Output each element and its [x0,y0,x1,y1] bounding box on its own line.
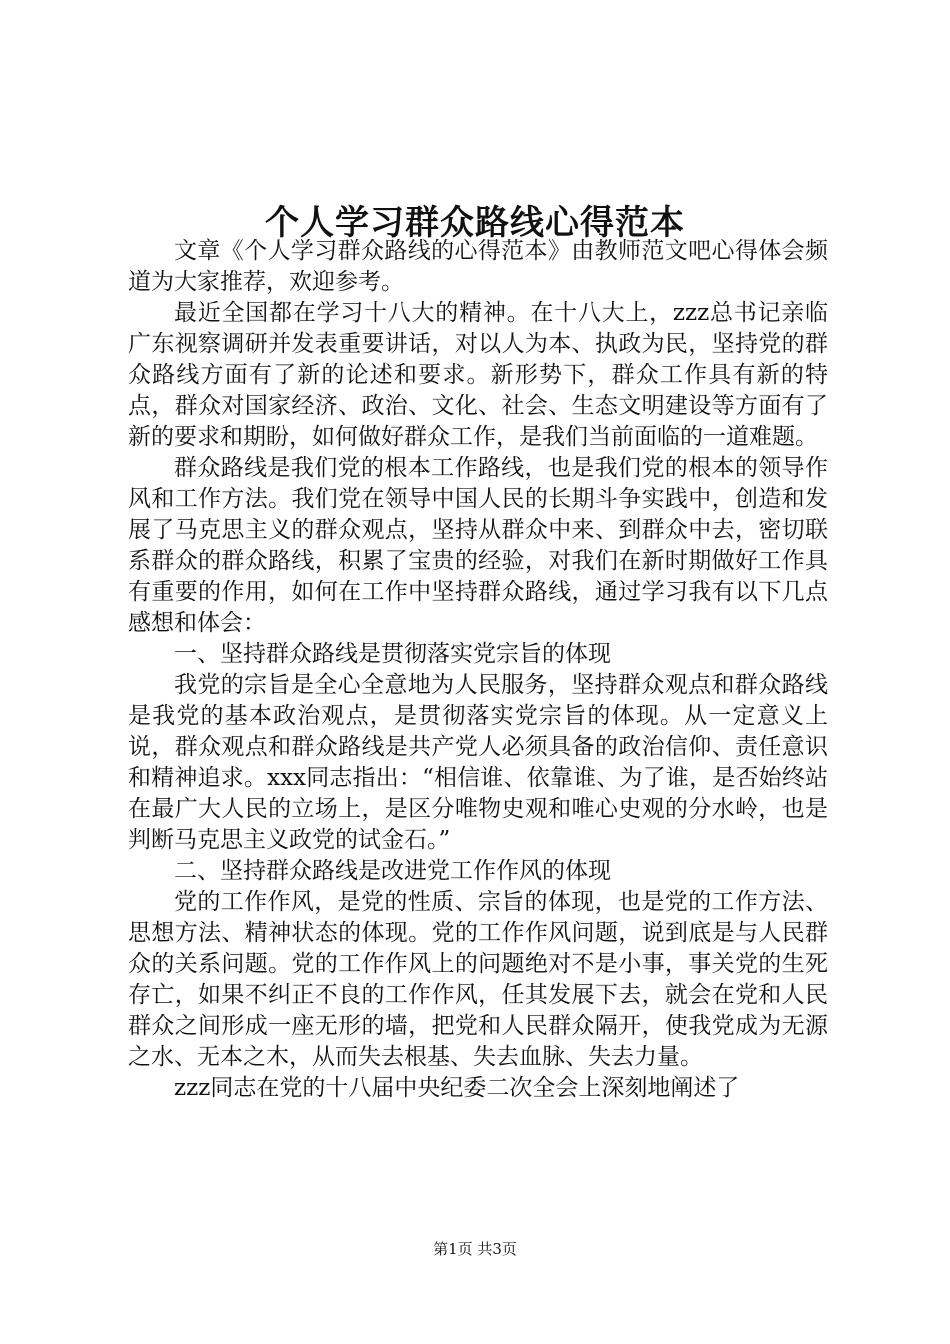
section-heading-1: 一、坚持群众路线是贯彻落实党宗旨的体现 [174,641,611,667]
paragraph-background: 最近全国都在学习十八大的精神。在十八大上，zzz总书记亲临广东视察调研并发表重要讲话，对以人为本、执政为民，坚持党的群众路线方面有了新的论述和要求。新形势下，群众工作具有新的特点，群众对国家经济、政治、文化、社会、生态文明建设等方面有了新的要求和期盼，如何做好群众工作，是我们当前面临的一道难题。 [128,300,828,450]
section-heading-2: 二、坚持群众路线是改进党工作作风的体现 [174,858,611,884]
paragraph-section-1: 我党的宗旨是全心全意地为人民服务，坚持群众观点和群众路线是我党的基本政治观点，是贯彻落实党宗旨的体现。从一定意义上说，群众观点和群众路线是共产党人必须具备的政治信仰、责任意识和精神追求。xxx同志指出：“相信谁、依靠谁、为了谁，是否始终站在最广大人民的立场上，是区分唯物史观和唯心史观的分水岭，也是判断马克思主义政党的试金石。” [128,672,828,853]
document-body [128,236,828,1104]
paragraph-mass-line: 群众路线是我们党的根本工作路线，也是我们党的根本的领导作风和工作方法。我们党在领导中国人民的长期斗争实践中，创造和发展了马克思主义的群众观点，坚持从群众中来、到群众中去，密切联系群众的群众路线，积累了宝贵的经验，对我们在新时期做好工作具有重要的作用，如何在工作中坚持群众路线，通过学习我有以下几点感想和体会： [128,455,828,636]
paragraph-section-2: 党的工作作风，是党的性质、宗旨的体现，也是党的工作方法、思想方法、精神状态的体现。党的工作作风问题，说到底是与人民群众的关系问题。党的工作作风上的问题绝对不是小事，事关党的生死存亡，如果不纠正不良的工作作风，任其发展下去，就会在党和人民群众之间形成一座无形的墙，把党和人民群众隔开，使我党成为无源之水、无本之木，从而失去根基、失去血脉、失去力量。 [128,889,828,1070]
paragraph-continued: zzz同志在党的十八届中央纪委二次全会上深刻地阐述了 [174,1075,740,1101]
page-number-footer: 第1页 共3页 [433,1240,517,1258]
paragraph-intro: 文章《个人学习群众路线的心得范本》由教师范文吧心得体会频道为大家推荐，欢迎参考。 [128,238,828,295]
document-title: 个人学习群众路线心得范本 [265,202,685,243]
